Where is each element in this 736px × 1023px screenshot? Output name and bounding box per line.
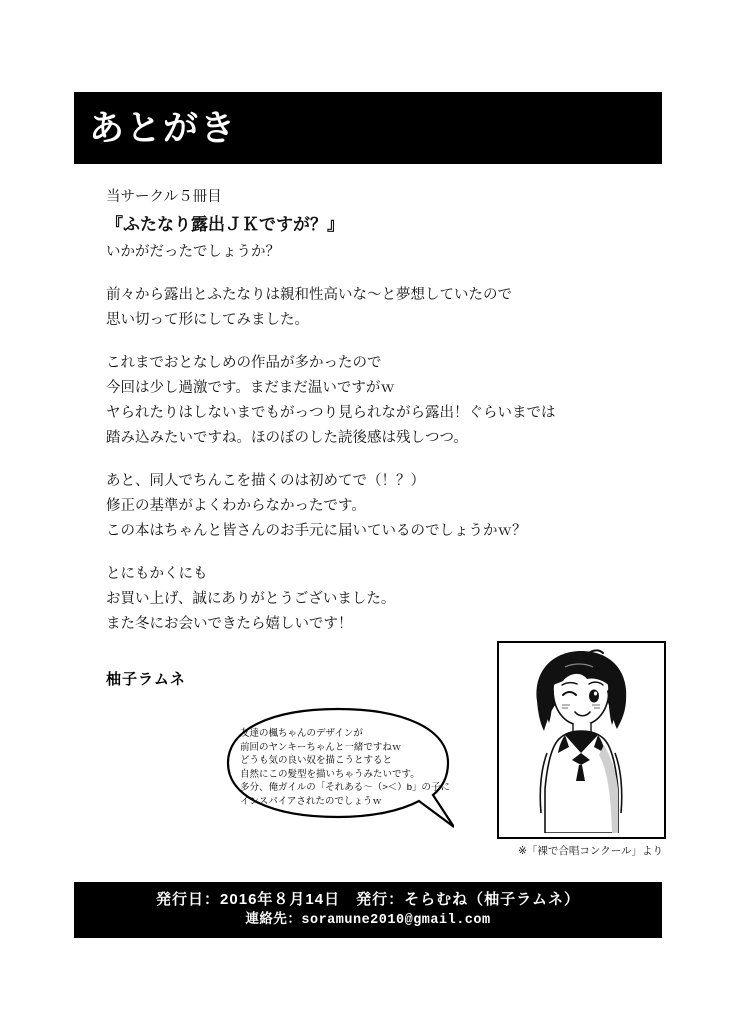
contact-info: 連絡先：soramune2010@gmail.com: [245, 913, 491, 928]
illustration-caption: ※「裸で合唱コンクール」より: [518, 845, 663, 857]
afterword-title-bar: [74, 92, 662, 164]
body-line: 修正の基準がよくわからなかったです。: [106, 498, 366, 514]
speech-bubble: [222, 707, 454, 829]
body-line: あと、同人でちんこを描くのは初めてで（！？）: [106, 473, 425, 489]
bubble-line: インスパイアされたのでしょうｗ: [240, 795, 382, 807]
body-line: 今回は少し過激です。まだまだ温いですがｗ: [106, 380, 395, 396]
body-spacer: [106, 265, 626, 283]
bubble-line: 友達の楓ちゃんのデザインが: [240, 728, 363, 739]
bubble-line: 自然にこの髪型を描いちゃうみたいです。: [240, 768, 420, 780]
body-line: お買い上げ、誠にありがとうございました。: [106, 591, 396, 607]
body-line-title: 『ふたなり露出ＪＫですが？』: [106, 215, 344, 234]
body-line: 踏み込みたいですね。ほのぼのした読後感は残しつつ。: [106, 430, 468, 446]
bubble-line: 多分、俺ガイルの「それある〜（>＜）b」の子に: [240, 782, 451, 793]
body-line: この本はちゃんと皆さんのお手元に届いているのでしょうかｗ？: [106, 523, 527, 539]
girl-character-illustration: [499, 643, 660, 833]
body-line: 思い切って形にしてみました。: [106, 312, 309, 328]
body-line: 前々から露出とふたなりは親和性高いな〜と夢想していたので: [106, 287, 512, 303]
body-line: これまでおとなしめの作品が多かったので: [106, 355, 382, 371]
body-spacer: [106, 544, 626, 562]
publication-info: 発行日：2016年８月14日 発行：そらむね（柚子ラムネ）: [156, 891, 580, 908]
body-line: 当サークル５冊目: [106, 189, 222, 205]
body-line: また冬にお会いできたら嬉しいです！: [106, 616, 353, 632]
bubble-line: 前回のヤンキーちゃんと一緒ですねｗ: [240, 741, 402, 753]
page-title: あとがき: [89, 108, 238, 148]
body-spacer: [106, 451, 626, 469]
speech-bubble-text: [240, 727, 451, 808]
body-spacer: [106, 333, 626, 351]
colophon-bar: [74, 882, 662, 938]
illustration-panel: [497, 641, 666, 839]
afterword-body: [106, 185, 626, 637]
body-line: とにもかくにも: [106, 566, 208, 582]
bubble-line: どうも気の良い奴を描こうとすると: [240, 755, 393, 766]
body-line: いかがだったでしょうか？: [106, 244, 280, 260]
body-line: ヤられたりはしないまでもがっつり見られながら露出！ぐらいまでは: [106, 405, 556, 421]
author-signature: 柚子ラムネ: [106, 671, 186, 688]
